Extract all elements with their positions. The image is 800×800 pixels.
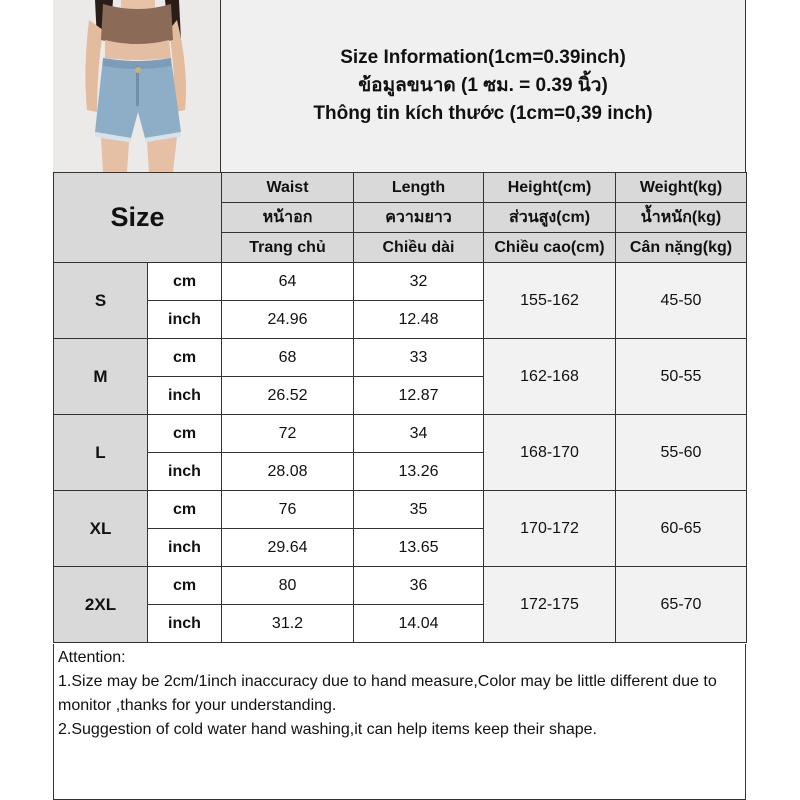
col-height-vi: Chiều cao(cm) bbox=[484, 233, 616, 263]
length-cm: 35 bbox=[354, 491, 484, 529]
col-waist-th: หน้าอก bbox=[222, 203, 354, 233]
col-length-th: ความยาว bbox=[354, 203, 484, 233]
table-row bbox=[54, 415, 747, 453]
weight-range: 55-60 bbox=[616, 415, 747, 491]
length-cm: 33 bbox=[354, 339, 484, 377]
col-height-th: ส่วนสูง(cm) bbox=[484, 203, 616, 233]
waist-inch: 24.96 bbox=[222, 301, 354, 339]
unit-inch: inch bbox=[148, 529, 222, 567]
title-thai: ข้อมูลขนาด (1 ซม. = 0.39 นิ้ว) bbox=[358, 75, 608, 96]
size-label-s: S bbox=[54, 263, 148, 339]
waist-cm: 64 bbox=[222, 263, 354, 301]
notes-line-1: 1.Size may be 2cm/1inch inaccuracy due to hand measure,Color may be little different due to monitor ,thanks for your understanding. bbox=[58, 673, 717, 714]
table-row bbox=[54, 339, 747, 377]
length-cm: 32 bbox=[354, 263, 484, 301]
waist-inch: 29.64 bbox=[222, 529, 354, 567]
length-inch: 13.26 bbox=[354, 453, 484, 491]
col-weight-th: น้ำหนัก(kg) bbox=[616, 203, 747, 233]
unit-cm: cm bbox=[148, 339, 222, 377]
unit-cm: cm bbox=[148, 567, 222, 605]
weight-range: 45-50 bbox=[616, 263, 747, 339]
table-row bbox=[54, 491, 747, 529]
weight-range: 65-70 bbox=[616, 567, 747, 643]
col-weight-en: Weight(kg) bbox=[616, 173, 747, 203]
title-vietnamese: Thông tin kích thước (1cm=0,39 inch) bbox=[313, 103, 653, 124]
length-cm: 34 bbox=[354, 415, 484, 453]
height-range: 170-172 bbox=[484, 491, 616, 567]
size-label-l: L bbox=[54, 415, 148, 491]
col-waist-en: Waist bbox=[222, 173, 354, 203]
col-length-vi: Chiều dài bbox=[354, 233, 484, 263]
unit-cm: cm bbox=[148, 491, 222, 529]
notes-line-2: 2.Suggestion of cold water hand washing,it can help items keep their shape. bbox=[58, 721, 597, 738]
waist-cm: 68 bbox=[222, 339, 354, 377]
length-inch: 12.87 bbox=[354, 377, 484, 415]
weight-range: 60-65 bbox=[616, 491, 747, 567]
height-range: 162-168 bbox=[484, 339, 616, 415]
title-english: Size Information(1cm=0.39inch) bbox=[340, 47, 626, 68]
product-photo bbox=[53, 0, 221, 172]
waist-cm: 76 bbox=[222, 491, 354, 529]
unit-inch: inch bbox=[148, 453, 222, 491]
table-row bbox=[54, 263, 747, 301]
height-range: 172-175 bbox=[484, 567, 616, 643]
waist-inch: 26.52 bbox=[222, 377, 354, 415]
height-range: 168-170 bbox=[484, 415, 616, 491]
length-inch: 14.04 bbox=[354, 605, 484, 643]
unit-cm: cm bbox=[148, 263, 222, 301]
attention-notes bbox=[53, 644, 746, 800]
table-row bbox=[54, 567, 747, 605]
unit-cm: cm bbox=[148, 415, 222, 453]
size-information-title bbox=[221, 0, 746, 172]
unit-inch: inch bbox=[148, 377, 222, 415]
col-waist-vi: Trang chủ bbox=[222, 233, 354, 263]
length-inch: 12.48 bbox=[354, 301, 484, 339]
height-range: 155-162 bbox=[484, 263, 616, 339]
model-denim-shorts-image bbox=[53, 0, 221, 172]
size-chart-table bbox=[53, 172, 747, 643]
weight-range: 50-55 bbox=[616, 339, 747, 415]
waist-cm: 80 bbox=[222, 567, 354, 605]
unit-inch: inch bbox=[148, 301, 222, 339]
size-label-xl: XL bbox=[54, 491, 148, 567]
size-header: Size bbox=[54, 173, 222, 263]
size-label-2xl: 2XL bbox=[54, 567, 148, 643]
unit-inch: inch bbox=[148, 605, 222, 643]
col-weight-vi: Cân nặng(kg) bbox=[616, 233, 747, 263]
length-inch: 13.65 bbox=[354, 529, 484, 567]
waist-inch: 31.2 bbox=[222, 605, 354, 643]
col-height-en: Height(cm) bbox=[484, 173, 616, 203]
waist-cm: 72 bbox=[222, 415, 354, 453]
col-length-en: Length bbox=[354, 173, 484, 203]
header-row-en bbox=[54, 173, 747, 203]
size-label-m: M bbox=[54, 339, 148, 415]
length-cm: 36 bbox=[354, 567, 484, 605]
waist-inch: 28.08 bbox=[222, 453, 354, 491]
notes-title: Attention: bbox=[58, 649, 126, 666]
